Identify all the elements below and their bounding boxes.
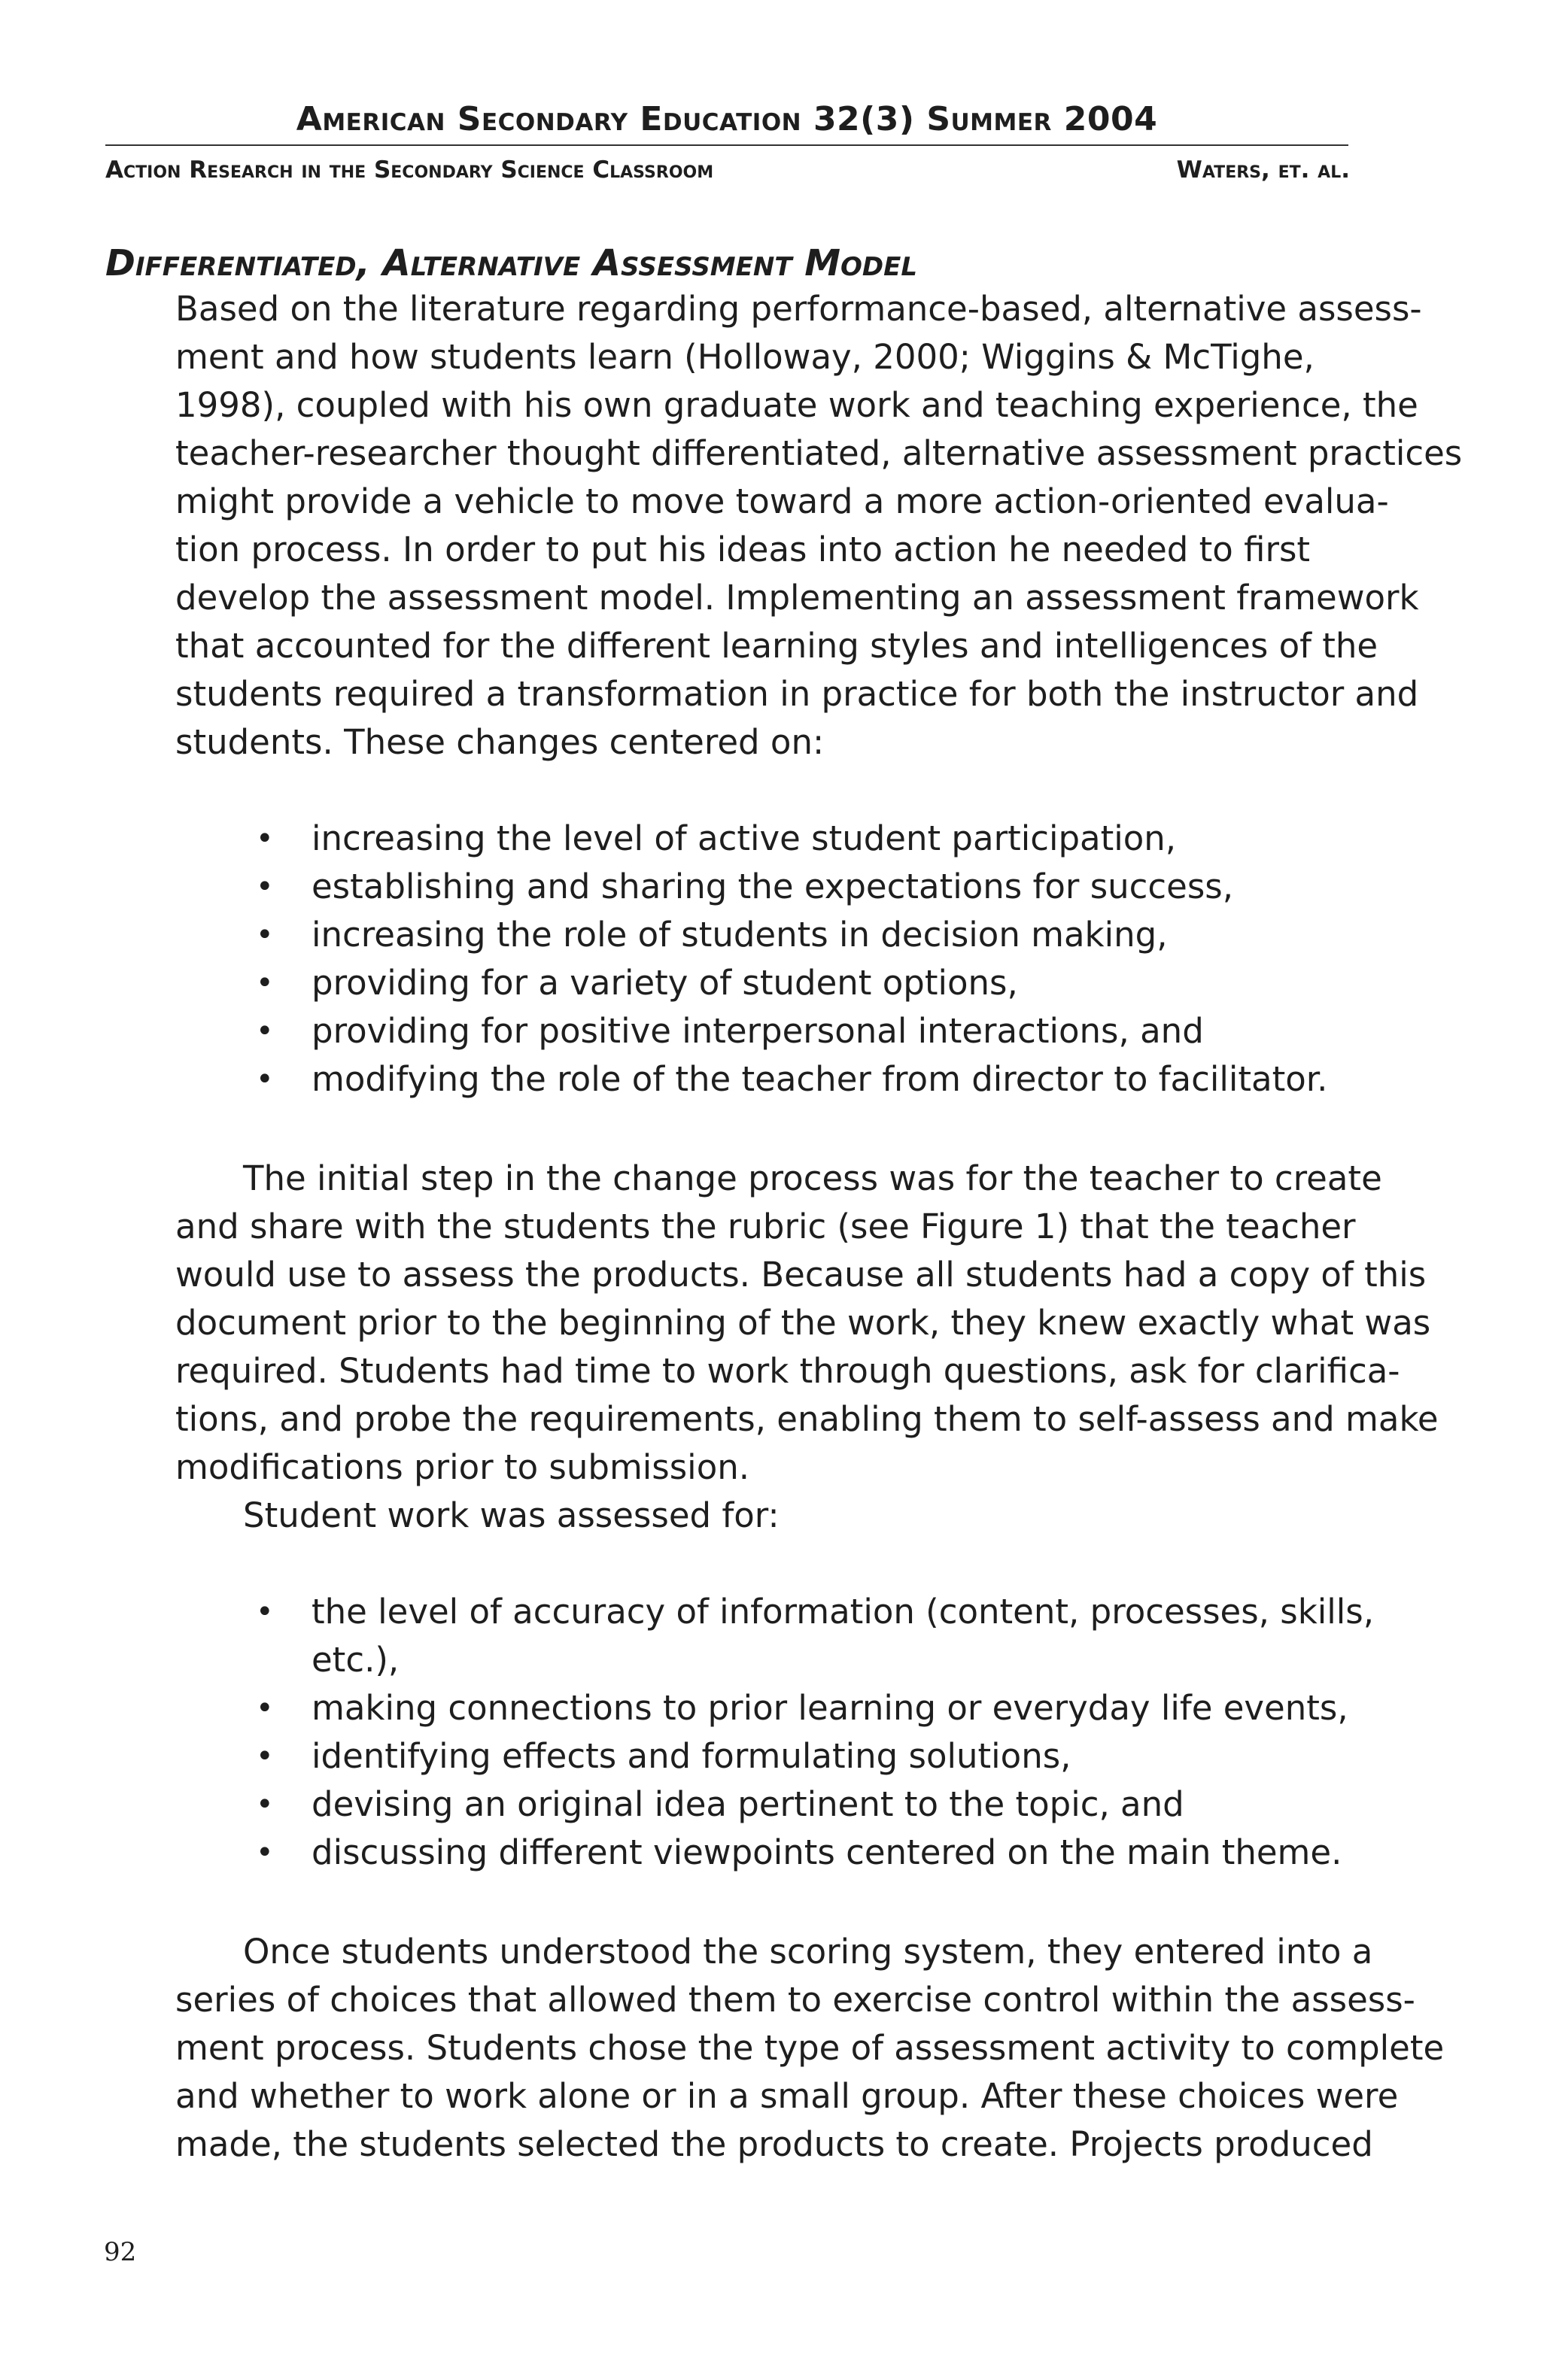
paragraph3-line: Once students understood the scoring system, they entered into a	[243, 1932, 1373, 1972]
bullet-dot: •	[256, 1835, 274, 1870]
list-item: providing for positive interpersonal interactions, and	[312, 1011, 1204, 1051]
list-item: making connections to prior learning or everyday life events,	[312, 1688, 1348, 1728]
paragraph1-line: students. These changes centered on:	[175, 722, 825, 762]
paragraph2-line: modifications prior to submission.	[175, 1447, 750, 1487]
paragraph3-line: made, the students selected the products to create. Projects produced	[175, 2124, 1373, 2164]
page-number: 92	[104, 2237, 137, 2267]
journal-title: American Secondary Education 32(3) Summer 2004	[296, 100, 1158, 138]
section-heading: Differentiated, Alternative Assessment Model	[105, 242, 918, 284]
paragraph2-line: would use to assess the products. Because all students had a copy of this	[175, 1255, 1427, 1295]
paragraph1-line: 1998), coupled with his own graduate work and teaching experience, the	[175, 385, 1418, 425]
bullet-dot: •	[256, 821, 274, 856]
running-title: Action Research in the Secondary Science Classroom	[105, 156, 714, 184]
bullet-dot: •	[256, 1062, 274, 1097]
list-item: identifying effects and formulating solutions,	[312, 1736, 1071, 1776]
paragraph2-line: Student work was assessed for:	[243, 1495, 780, 1535]
paragraph2-line: and share with the students the rubric (see Figure 1) that the teacher	[175, 1207, 1356, 1246]
header-rule	[105, 144, 1348, 146]
bullet-dot: •	[256, 1691, 274, 1726]
list-item: modifying the role of the teacher from director to facilitator.	[312, 1059, 1328, 1099]
list-item: providing for a variety of student options,	[312, 963, 1018, 1003]
list-item: increasing the level of active student participation,	[312, 818, 1177, 858]
paragraph1-line: tion process. In order to put his ideas into action he needed to first	[175, 530, 1311, 569]
bullet-dot: •	[256, 966, 274, 1000]
paragraph1-line: students required a transformation in practice for both the instructor and	[175, 674, 1419, 714]
paragraph2-line: The initial step in the change process was for the teacher to create	[243, 1158, 1382, 1198]
list-item: the level of accuracy of information (content, processes, skills,	[312, 1592, 1375, 1632]
bullet-dot: •	[256, 1014, 274, 1049]
paragraph2-line: required. Students had time to work through questions, ask for clarifica-	[175, 1351, 1400, 1391]
bullet-dot: •	[256, 1595, 274, 1629]
bullet-dot: •	[256, 1739, 274, 1774]
paragraph1-line: ment and how students learn (Holloway, 2000; Wiggins & McTighe,	[175, 337, 1315, 377]
paragraph1-line: teacher-researcher thought differentiated, alternative assessment practices	[175, 433, 1463, 473]
paragraph3-line: series of choices that allowed them to exercise control within the assess-	[175, 1980, 1415, 2020]
paragraph1-line: that accounted for the different learning styles and intelligences of the	[175, 626, 1378, 666]
paragraph1-line: might provide a vehicle to move toward a more action-oriented evalua-	[175, 481, 1389, 521]
paragraph3-line: and whether to work alone or in a small group. After these choices were	[175, 2076, 1399, 2116]
paragraph1-line: Based on the literature regarding performance-based, alternative assess-	[175, 289, 1422, 329]
running-authors: Waters, et. al.	[1176, 156, 1350, 184]
list-item: devising an original idea pertinent to the topic, and	[312, 1784, 1184, 1824]
paragraph3-line: ment process. Students chose the type of assessment activity to complete	[175, 2028, 1445, 2068]
paragraph2-line: tions, and probe the requirements, enabling them to self-assess and make	[175, 1399, 1439, 1439]
list-item-continuation: etc.),	[312, 1640, 400, 1680]
bullet-dot: •	[256, 870, 274, 904]
paragraph1-line: develop the assessment model. Implementing an assessment framework	[175, 578, 1419, 618]
bullet-dot: •	[256, 918, 274, 952]
paragraph2-line: document prior to the beginning of the work, they knew exactly what was	[175, 1303, 1431, 1343]
list-item: discussing different viewpoints centered on the main theme.	[312, 1832, 1342, 1872]
list-item: establishing and sharing the expectations for success,	[312, 867, 1234, 906]
bullet-dot: •	[256, 1787, 274, 1822]
list-item: increasing the role of students in decision making,	[312, 915, 1168, 955]
